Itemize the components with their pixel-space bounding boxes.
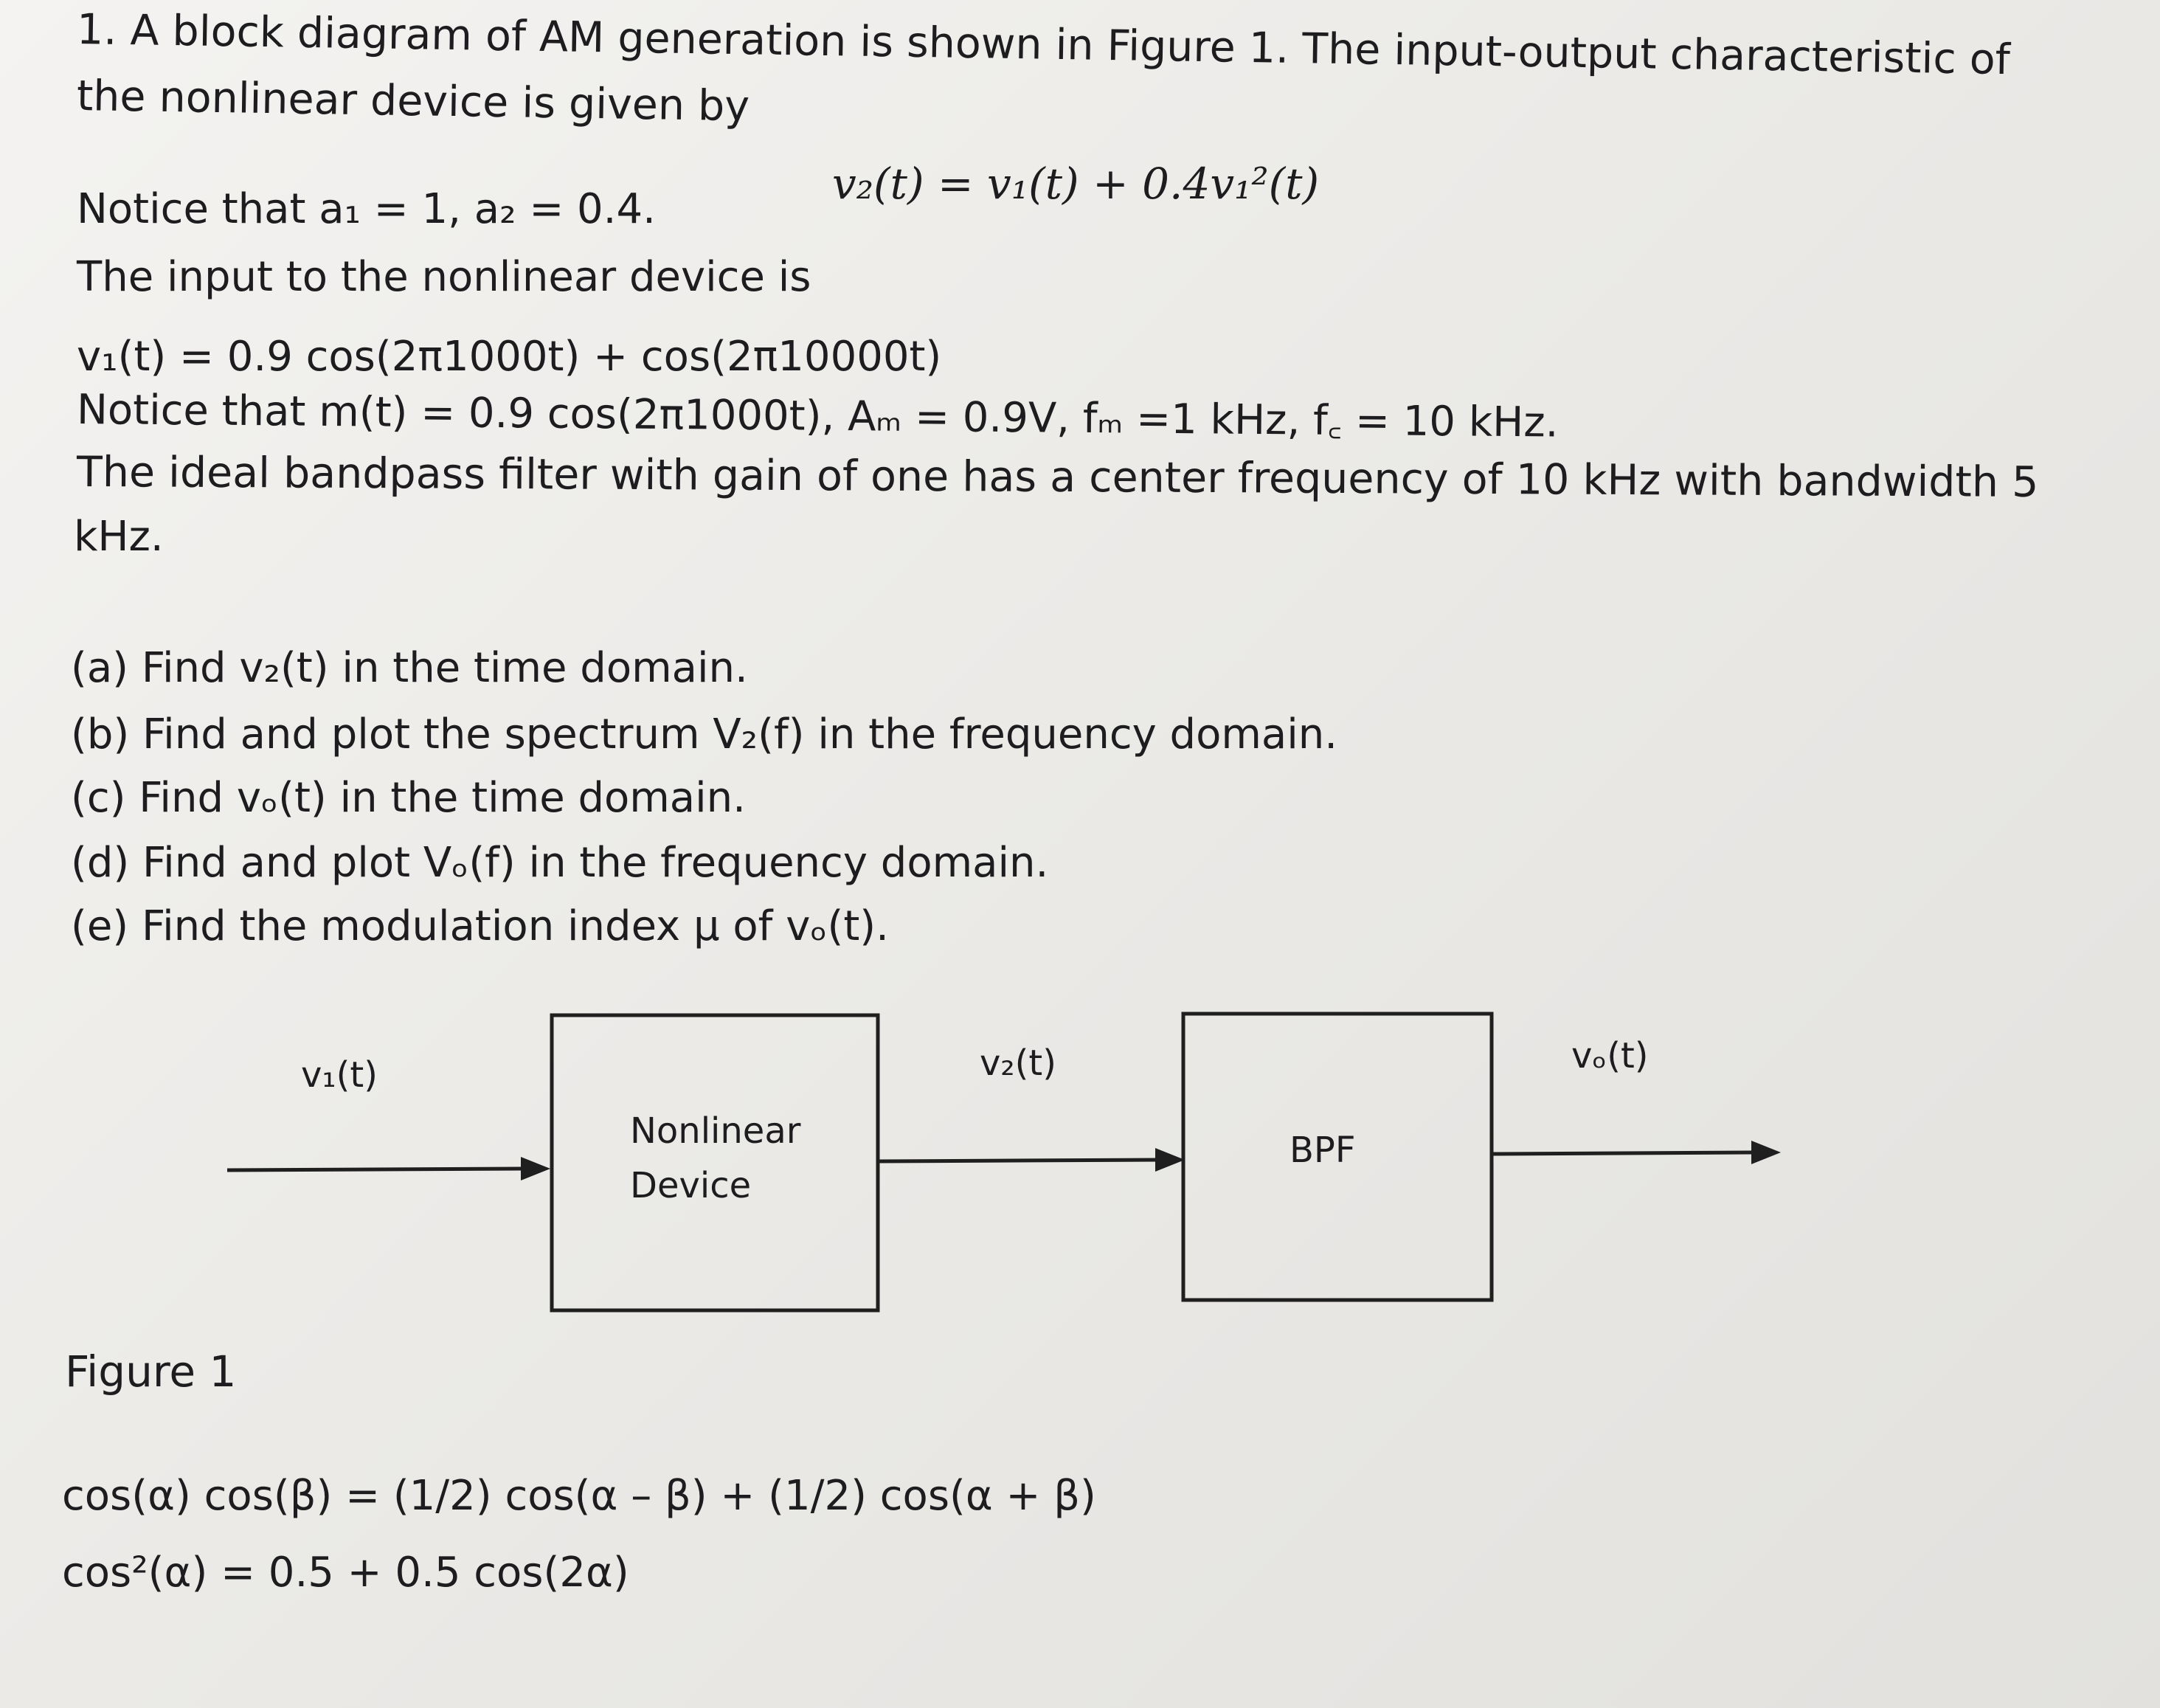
middle-arrow-line bbox=[879, 1160, 1158, 1161]
question-d: (d) Find and plot Vₒ(f) in the frequency domain. bbox=[71, 839, 1049, 887]
parameters-note: Notice that m(t) = 0.9 cos(2π1000t), Aₘ = 0.9V, fₘ =1 kHz, f꜀ = 10 kHz. bbox=[76, 386, 1559, 447]
input-arrow-line bbox=[227, 1169, 521, 1170]
middle-arrowhead bbox=[1155, 1148, 1185, 1172]
output-signal-label: vₒ(t) bbox=[1571, 1035, 1649, 1076]
coefficients-note: Notice that a₁ = 1, a₂ = 0.4. bbox=[77, 185, 656, 233]
nonlinear-block-label-line2: Device bbox=[630, 1165, 752, 1206]
nonlinear-block-label-line1: Nonlinear bbox=[630, 1110, 801, 1152]
characteristic-equation: v₂(t) = v₁(t) + 0.4v₁²(t) bbox=[832, 159, 1320, 209]
input-signal-label: v₁(t) bbox=[301, 1054, 378, 1096]
question-c: (c) Find vₒ(t) in the time domain. bbox=[71, 774, 746, 822]
filter-description-line1: The ideal bandpass filter with gain of one has a center frequency of 10 kHz with bandwidth 5 bbox=[76, 448, 2039, 507]
input-signal: v₁(t) = 0.9 cos(2π1000t) + cos(2π10000t) bbox=[77, 333, 942, 381]
filter-description-line2: kHz. bbox=[74, 513, 164, 561]
identity-product: cos(α) cos(β) = (1/2) cos(α – β) + (1/2) cos(α + β) bbox=[62, 1472, 1096, 1520]
question-a: (a) Find v₂(t) in the time domain. bbox=[71, 644, 748, 692]
output-arrow-line bbox=[1493, 1152, 1751, 1154]
middle-signal-label: v₂(t) bbox=[980, 1043, 1056, 1084]
problem-intro-line1: 1. A block diagram of AM generation is shown in Figure 1. The input-output characteristic of bbox=[76, 5, 2011, 85]
bpf-block-label: BPF bbox=[1290, 1130, 1356, 1171]
question-e: (e) Find the modulation index μ of vₒ(t). bbox=[71, 902, 889, 950]
output-arrowhead bbox=[1751, 1141, 1781, 1164]
input-intro: The input to the nonlinear device is bbox=[77, 253, 811, 301]
problem-intro-line2: the nonlinear device is given by bbox=[76, 72, 750, 131]
input-arrowhead bbox=[521, 1157, 550, 1180]
question-b: (b) Find and plot the spectrum V₂(f) in the frequency domain. bbox=[71, 710, 1338, 758]
identity-square: cos²(α) = 0.5 + 0.5 cos(2α) bbox=[62, 1549, 629, 1597]
figure-caption: Figure 1 bbox=[65, 1346, 237, 1397]
